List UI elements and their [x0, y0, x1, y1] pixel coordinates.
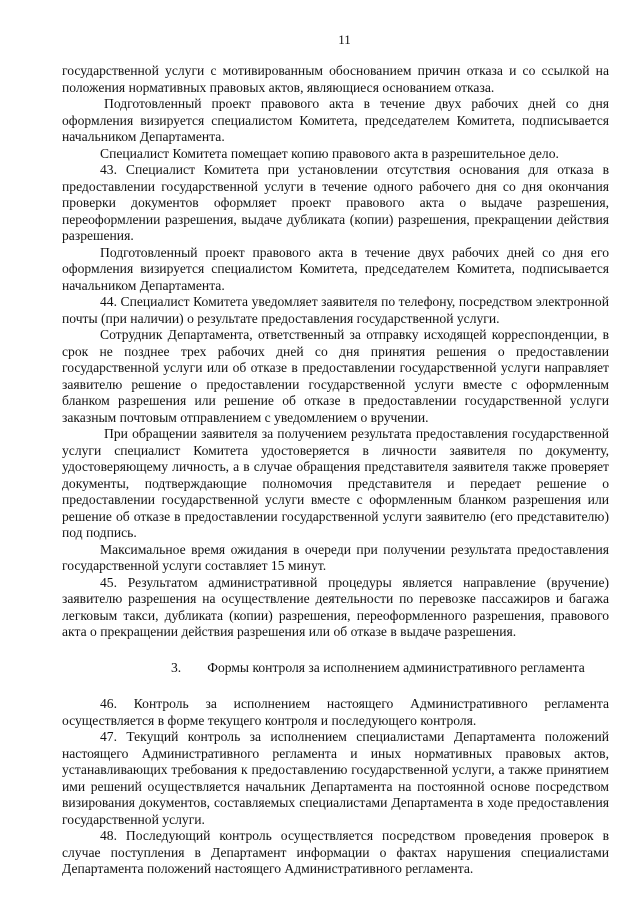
- paragraph-46: 46. Контроль за исполнением настоящего Административного регламента осуществляется в форме текущего контроля и последующего контроля.: [62, 696, 609, 728]
- section-number: 3.: [171, 659, 182, 675]
- paragraph-43: 43. Специалист Комитета при установлении отсутствия основания для отказа в предоставлении государственной услуги в течение одного рабочего дня со дня окончания проверки документов оформляет проект правового акта о выдаче разрешения, переоформлении разрешения, выдаче дубликата (копии) разрешения, прекращении действия разрешения.: [62, 162, 609, 243]
- paragraph-draft-act-approval-2: Подготовленный проект правового акта в течение двух рабочих дней со дня его оформления визируется специалистом Комитета, председателем Комитета, подписывается начальником Департамента.: [62, 244, 609, 293]
- section-heading: [62, 660, 609, 677]
- paragraph-44: 44. Специалист Комитета уведомляет заявителя по телефону, посредством электронной почты (при наличии) о результате предоставления государственной услуги.: [62, 294, 609, 326]
- paragraph-48: 48. Последующий контроль осуществляется посредством проведения проверок в случае поступления в Департамент информации о фактах нарушения специалистами Департамента положений настоящего Административного регламента.: [62, 828, 609, 876]
- paragraph-correspondence: Сотрудник Департамента, ответственный за отправку исходящей корреспонденции, в срок не позднее трех рабочих дней со дня принятия решения о предоставлении государственной услуги или об отказе в предоставлении государственной услуги направляет заявителю решение о предоставлении государственной услуги вместе с оформленным бланком разрешения или решение об отказе в предоставлении государственной услуги заказным почтовым отправлением с уведомлением о вручении.: [62, 327, 609, 425]
- paragraph-copy-to-file: Специалист Комитета помещает копию правового акта в разрешительное дело.: [100, 145, 559, 161]
- paragraph-45: 45. Результатом административной процедуры является направление (вручение) заявителю разрешения на осуществление деятельности по перевозке пассажиров и багажа легковым такси, дубликата (копии) разрешения, переоформленного разрешения, правового акта о прекращении действия разрешения или об отказе в выдаче разрешения.: [62, 574, 609, 639]
- paragraph-47: 47. Текущий контроль за исполнением специалистами Департамента положений настоящего Административного регламента и иных нормативных правовых актов, устанавливающих требования к предоставлению государственной услуги, а также принятием ими решений осуществляется начальник Департамента на постоянной основе посредством визирования документов, составляемых специалистами Департамента в ходе предоставления государственной услуги.: [62, 729, 609, 827]
- section-title: Формы контроля за исполнением административного регламента: [207, 659, 585, 675]
- paragraph-continuation: государственной услуги с мотивированным обоснованием причин отказа и со ссылкой на положения нормативных правовых актов, являющиеся основанием отказа.: [62, 63, 609, 95]
- paragraph-draft-act-approval: Подготовленный проект правового акта в течение двух рабочих дней со дня оформления визируется специалистом Комитета, председателем Комитета, подписывается начальником Департамента.: [62, 96, 609, 144]
- paragraph-waiting-time: Максимальное время ожидания в очереди при получении результата предоставления государственной услуги составляет 15 минут.: [62, 541, 609, 573]
- page-number: 11: [338, 32, 351, 47]
- paragraph-identity-check: При обращении заявителя за получением результата предоставления государственной услуги специалист Комитета удостоверяется в личности заявителя по документу, удостоверяющему личность, а в случае обращения представителя заявителя также проверяет документы, подтверждающие полномочия представителя и передает решение о предоставлении государственной услуги вместе с оформленным бланком разрешения или решение об отказе в предоставлении государственной услуги заявителю (его представителю) под подпись.: [62, 426, 609, 540]
